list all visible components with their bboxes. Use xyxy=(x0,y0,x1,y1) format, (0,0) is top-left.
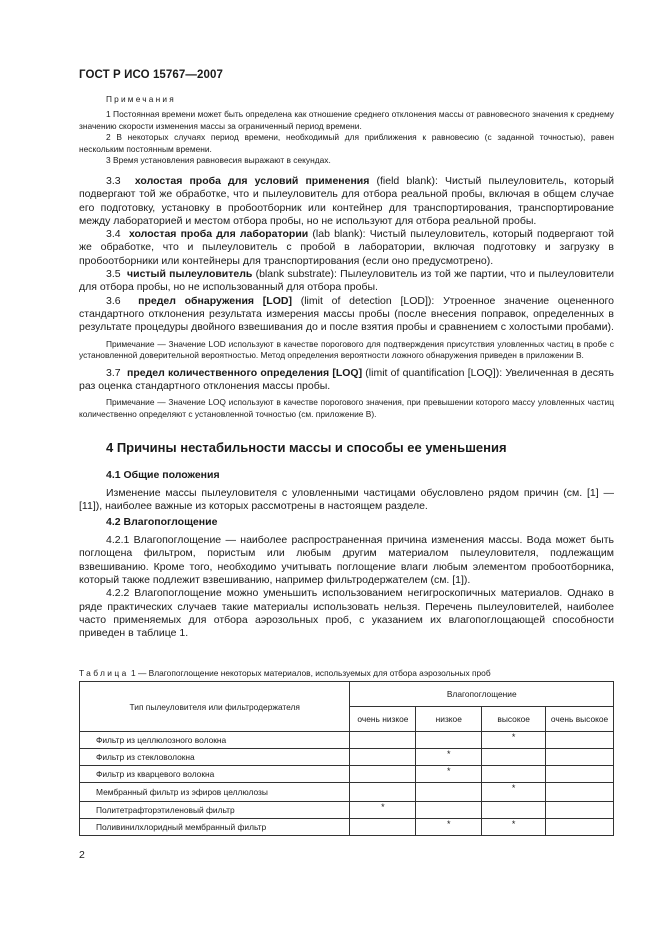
table-caption-label: Таблица xyxy=(79,668,129,678)
section-4-title: 4 Причины нестабильности массы и способы ее уменьшения xyxy=(106,439,507,455)
definition-number: 3.7 xyxy=(106,366,121,379)
mark-cell xyxy=(350,732,416,749)
definition-term: чистый пылеуловитель xyxy=(127,268,253,281)
definition-text: (field blank): Чистый пылеуловитель, который подвергают той же обработке, что и пылеуловитель для отбора реальной пробы, включая в общем случае его подготовку, установку в пробоотборник или контейнер для транспортирования, транспортирование между лабораторией и местом отбора пробы, но не используют для отбора реальной пробы. xyxy=(79,174,614,227)
row-name: Поливинилхлоридный мембранный фильтр xyxy=(80,819,350,836)
mark-cell: * xyxy=(416,819,482,836)
table-row xyxy=(80,749,614,766)
subsection-4-1-text: Изменение массы пылеуловителя с уловленными частицами обусловлено рядом причин (см. [1] — [11]), наиболее важные из которых рассмотрены в настоящем разделе. xyxy=(79,486,614,512)
definition-term: холостая проба для лаборатории xyxy=(128,228,309,241)
mark-cell: * xyxy=(482,819,546,836)
column-header-group: Влагопоглощение xyxy=(350,682,614,707)
table-row xyxy=(80,766,614,783)
row-name: Фильтр из кварцевого волокна xyxy=(80,766,350,783)
definition-3-3 xyxy=(79,175,614,228)
definition-term: предел количественного определения [LOQ] xyxy=(127,366,363,379)
subsection-4-2-title: 4.2 Влагопоглощение xyxy=(106,516,218,529)
definition-term: предел обнаружения [LOD] xyxy=(138,294,292,307)
mark-cell: * xyxy=(482,732,546,749)
mark-cell: * xyxy=(482,783,546,802)
definition-3-7 xyxy=(79,367,614,394)
row-name: Политетрафторэтиленовый фильтр xyxy=(80,802,350,819)
document-header: ГОСТ Р ИСО 15767—2007 xyxy=(79,69,224,81)
page-body xyxy=(79,94,614,640)
page-number: 2 xyxy=(79,849,85,861)
note-item: 1 Постоянная времени может быть определена как отношение среднего отклонения массы от равновесного значения к среднему значению скорости изменения массы за ограниченный период времени. xyxy=(79,109,614,131)
mark-cell xyxy=(350,749,416,766)
mark-cell xyxy=(416,732,482,749)
definition-text: (limit of quantification [LOQ]): Увеличенная в десять раз оценка стандартного отклонения массы пробы. xyxy=(79,366,614,393)
table-caption-text: 1 — Влагопоглощение некоторых материалов, используемых для отбора аэрозольных проб xyxy=(128,668,491,678)
column-header-level: очень низкое xyxy=(350,707,416,732)
mark-cell: * xyxy=(416,766,482,783)
note-item: 2 В некоторых случаях период времени, необходимый для приближения к равновесию (с заданной точностью), равен нескольким постоянным времени. xyxy=(79,132,614,154)
column-header-type: Тип пылеуловителя или фильтродержателя xyxy=(80,682,350,732)
definition-text: (limit of detection [LOD]): Утроенное значение оцененного стандартного отклонения результата измерения массы пробы (после внесения поправок, определенных в результате процедуры двойного взвешивания до и после взятия пробы и сравнением с холостыми пробами). xyxy=(79,294,614,334)
definition-number: 3.5 xyxy=(106,268,121,281)
definition-3-5 xyxy=(79,268,614,295)
definition-text: (blank substrate): Пылеуловитель из той же партии, что и пылеуловители для отбора пробы, но не использованный для отбора пробы. xyxy=(79,268,615,294)
column-header-level: очень высокое xyxy=(546,707,614,732)
mark-cell xyxy=(546,732,614,749)
row-name: Фильтр из стекловолокна xyxy=(80,749,350,766)
mark-cell xyxy=(482,766,546,783)
definition-number: 3.6 xyxy=(106,294,121,307)
note-lod: Примечание — Значение LOD используют в качестве порогового для подтверждения присутствия уловленных частиц в пробе с установленной доверительной вероятностью. Метод определения вероятности ложного обнаружения приведен в приложении В. xyxy=(79,338,614,361)
mark-cell xyxy=(546,819,614,836)
table-row xyxy=(80,732,614,749)
mark-cell xyxy=(350,819,416,836)
column-header-level: низкое xyxy=(416,707,482,732)
column-header-level: высокое xyxy=(482,707,546,732)
definition-text: (lab blank): Чистый пылеуловитель, который подвергают той же обработке, что и пылеуловитель с пробой в лаборатории, включая подготовку и загрузку в пробоотборники или контейнеры для транспортирования (если оно предусмотрено). xyxy=(79,228,614,267)
note-loq: Примечание — Значение LOQ используют в качестве порогового значения, при превышении которого массу уловленных частиц количественно определяют с установленной точностью (см. приложение В). xyxy=(79,397,614,419)
note-item: 3 Время установления равновесия выражают в секундах. xyxy=(106,155,331,166)
definition-number: 3.3 xyxy=(106,174,121,187)
table-row xyxy=(80,802,614,819)
notes-title: Примечания xyxy=(106,94,176,104)
mark-cell xyxy=(416,802,482,819)
table-caption xyxy=(79,668,491,678)
mark-cell xyxy=(546,766,614,783)
mark-cell xyxy=(546,749,614,766)
moisture-table xyxy=(79,681,614,836)
mark-cell xyxy=(350,766,416,783)
mark-cell xyxy=(546,802,614,819)
mark-cell xyxy=(350,783,416,802)
row-name: Фильтр из целлюлозного волокна xyxy=(80,732,350,749)
mark-cell xyxy=(546,783,614,802)
table-row xyxy=(80,819,614,836)
table-row xyxy=(80,783,614,802)
definition-3-4 xyxy=(79,228,614,268)
row-name: Мембранный фильтр из эфиров целлюлозы xyxy=(80,783,350,802)
definition-term: холостая проба для условий применения xyxy=(134,174,370,187)
mark-cell xyxy=(416,783,482,802)
definition-number: 3.4 xyxy=(106,228,121,241)
mark-cell xyxy=(482,802,546,819)
notes-top xyxy=(79,94,614,167)
mark-cell: * xyxy=(416,749,482,766)
paragraph-4-2-1: 4.2.1 Влагопоглощение — наиболее распространенная причина изменения массы. Вода может быть поглощена фильтром, пористым или любым другим материалом пылеуловителя, подлежащим взвешиванию. Кроме того, необходимо учитывать поглощение влаги любым элементом пробоотборника, который также подлежит взвешиванию, например фильтродержателем (см. [1]). xyxy=(79,534,614,586)
mark-cell xyxy=(482,749,546,766)
definition-3-6 xyxy=(79,295,614,335)
paragraph-4-2-2: 4.2.2 Влагопоглощение можно уменьшить использованием негигроскопичных материалов. Однако в ряде практических случаев такие материалы использовать нельзя. Перечень пылеуловителей, наиболее часто применяемых для отбора аэрозольных проб, с указанием их влагопоглощающей способности приведен в таблице 1. xyxy=(79,587,614,640)
subsection-4-1-title: 4.1 Общие положения xyxy=(106,468,220,481)
mark-cell: * xyxy=(350,802,416,819)
